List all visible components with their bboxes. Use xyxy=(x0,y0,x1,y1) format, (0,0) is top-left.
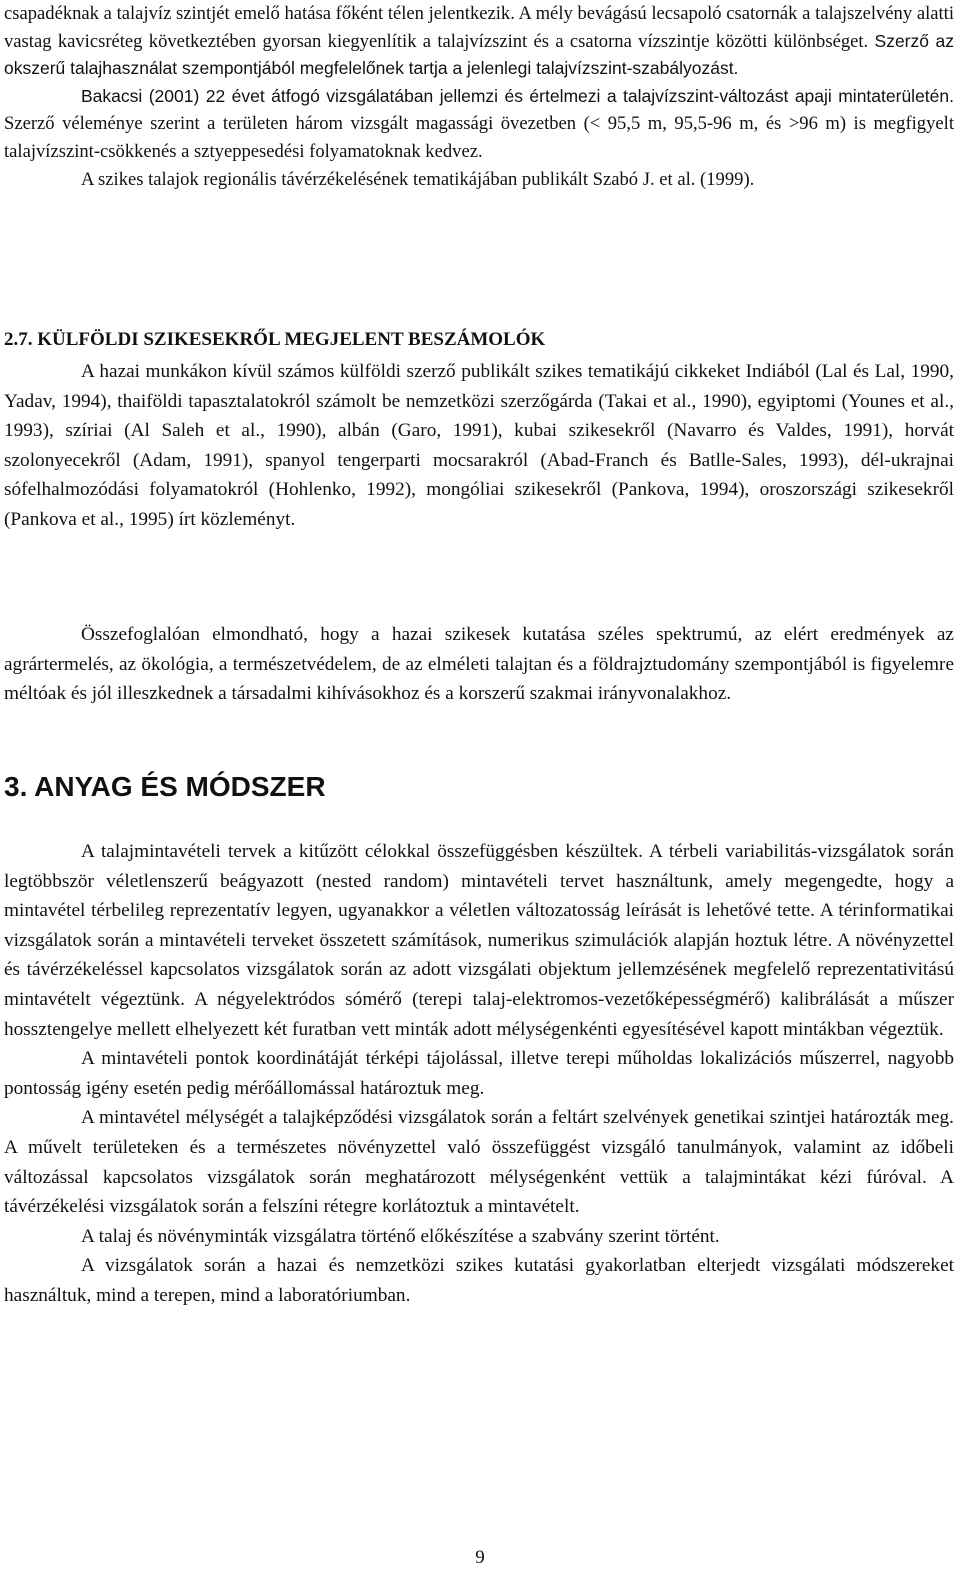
paragraph-bakacsi xyxy=(4,83,954,166)
paragraph-sampling-depth: A mintavétel mélységét a talajképződési vizsgálatok során a feltárt szelvények genetikai szintjei határozták meg. A művelt területeken és a természetes növényzettel való összefüggést vizsgáló tanulmányok, valamint az időbeli változással kapcsolatos vizsgálatok során meghatározott mélységenként vettük a talajmintákat kézi fúróval. A távérzékelési vizsgálatok során a felszíni rétegre korlátoztuk a mintavételt. xyxy=(4,1107,954,1218)
chapter-heading: 3. ANYAG ÉS MÓDSZER xyxy=(4,771,326,802)
paragraph-szabo: A szikes talajok regionális távérzékelésének tematikájában publikált Szabó J. et al. (1999). xyxy=(81,168,755,190)
paragraph-summary: Összefoglalóan elmondható, hogy a hazai szikesek kutatása széles spektrumú, az elért eredmények az agrártermelés, az ökológia, a természetvédelem, de az elméleti talajtan és a földrajztudomány szempontjából is figyelemre méltóak és jól illeszkednek a társadalmi kihívásokhoz és a korszerű szakmai irányvonalakhoz. xyxy=(4,624,954,705)
paragraph-sample-preparation: A talaj és növényminták vizsgálatra történő előkészítése a szabvány szerint történt. xyxy=(81,1225,720,1247)
page-number: 9 xyxy=(475,1547,485,1568)
section-body xyxy=(4,357,954,535)
section-heading: 2.7. KÜLFÖLDI SZIKESEKRŐL MEGJELENT BESZÁMOLÓK xyxy=(4,329,546,350)
paragraph-bakacsi-opinion: Szerző véleménye szerint a területen három vizsgált magassági övezetben (< 95,5 m, 95,5-96 m, és >96 m) is megfigyelt talajvízszint-csökkenés a sztyeppesedési folyamatoknak kedvez. xyxy=(4,113,954,162)
paragraph-foreign-reports: A hazai munkákon kívül számos külföldi szerző publikált szikes tematikájú cikkeket Indiából (Lal és Lal, 1990, Yadav, 1994), thaiföldi tapasztalatokról számolt be nemzetközi szerzőgárda (Takai et al., 1990), egyiptomi (Younes et al., 1993), szíriai (Al Saleh et al., 1990), albán (Garo, 1991), kubai szikesekről (Navarro és Valdes, 1991), horvát szolonyecekről (Adam, 1991), spanyol tengerparti mocsarakról (Abad-Franch és Batlle-Sales, 1993), dél-ukrajnai sófelhalmozódási folyamatokról (Hohlenko, 1992), mongóliai szikesekről (Pankova, 1994), oroszországi szikesekről (Pankova et al., 1995) írt közleményt. xyxy=(4,361,954,530)
paragraph-coordinates: A mintavételi pontok koordinátáját térképi tájolással, illetve terepi műholdas lokalizációs műszerrel, nagyobb pontosság igény esetén pedig mérőállomással határoztuk meg. xyxy=(4,1048,954,1099)
chapter-body xyxy=(4,837,954,1311)
paragraph-groundwater-drainage-main: csapadéknak a talajvíz szintjét emelő hatása főként télen jelentkezik. A mély bevágású lecsapoló csatornák a talajszelvény alatti vastag kavicsréteg következtében gyorsan kiegyenlítik a talajvízszint és a csatorna vízszintje közötti különbséget. xyxy=(4,3,954,52)
paragraph-groundwater-drainage xyxy=(4,0,954,83)
paragraph-sampling-plans: A talajmintavételi tervek a kitűzött célokkal összefüggésben készültek. A térbeli variabilitás-vizsgálatok során legtöbbször véletlenszerű beágyazott (nested random) mintavételi tervet használtunk, amely megengedte, hogy a mintavétel térbelileg reprezentatív legyen, ugyanakkor a véletlen változatosság leírását is lehetővé tette. A térinformatikai vizsgálatok során a mintavételi terveket összetett számítások, numerikus szimulációk alapján hoztuk létre. A növényzettel és távérzékeléssel kapcsolatos vizsgálatok során az adott vizsgálati objektum jellemzésének megfelelő reprezentativitású mintavételt végeztünk. A négyelektródos sómérő (terepi talaj-elektromos-vezetőképességmérő) kalibrálását a műszer hossztengelye mellett elhelyezett két furatban vett minták adott mélységenkénti egyesítésével kapott mintákban végeztük. xyxy=(4,841,954,1040)
paragraph-methods: A vizsgálatok során a hazai és nemzetközi szikes kutatási gyakorlatban elterjedt vizsgálati módszereket használtuk, mind a terepen, mind a laboratóriumban. xyxy=(4,1255,954,1306)
summary-body xyxy=(4,620,954,709)
paragraph-bakacsi-intro: Bakacsi (2001) 22 évet átfogó vizsgálatában jellemzi és értelmezi a talajvízszint-változást apaji mintaterületén. xyxy=(81,85,954,106)
continued-section-text xyxy=(4,0,954,193)
paragraph-groundwater-drainage-conclusion: Szerző az okszerű talajhasználat szempontjából megfelelőnek tartja a jelenlegi talajvízszint-szabályozást. xyxy=(4,30,955,79)
